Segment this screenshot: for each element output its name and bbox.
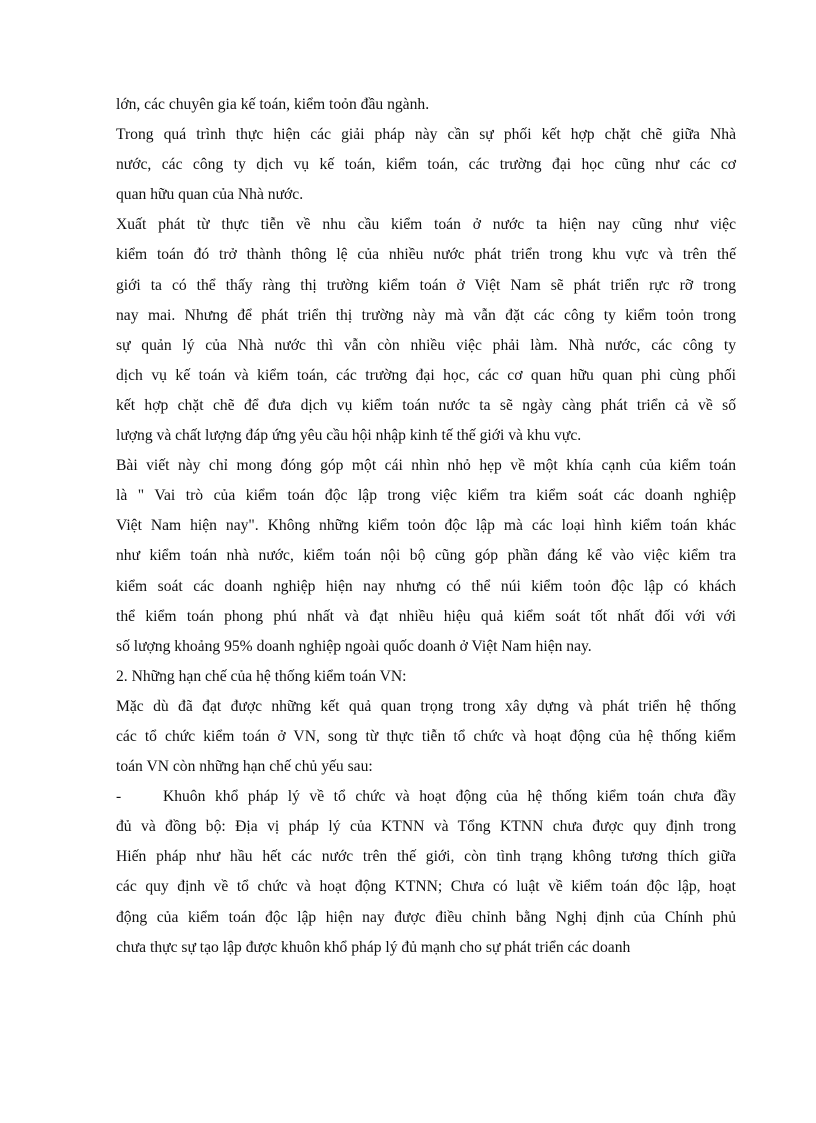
text-line: dịch vụ kế toán và kiểm toán, các trường đại học, các cơ quan hữu quan phi cùng phối [116,366,736,384]
text-line: lớn, các chuyên gia kế toán, kiểm toỏn đầu ngành. [116,96,430,113]
text-line: các quy định về tổ chức và hoạt động KTNN; Chưa có luật về kiểm toán độc lập, hoạt [116,878,736,896]
bullet-text: Khuôn khổ pháp lý về tổ chức và hoạt động của hệ thống kiểm toán chưa đầy [163,788,736,806]
text-line: số lượng khoảng 95% doanh nghiệp ngoài quốc doanh ở Việt Nam hiện nay. [116,637,592,655]
body-text [116,90,736,963]
section-heading: 2. Những hạn chế của hệ thống kiểm toán VN: [116,667,407,685]
text-line: toán VN còn những hạn chế chủ yếu sau: [116,758,373,776]
text-line: thể kiểm toán phong phú nhất và đạt nhiều hiệu quả kiểm soát tốt nhất đối với với [116,607,736,625]
text-line: kiểm toán đó trở thành thông lệ của nhiều nước phát triển trong khu vực và trên thế [116,246,736,264]
text-line: Xuất phát từ thực tiễn về nhu cầu kiểm toán ở nước ta hiện nay cũng như việc [116,216,736,234]
text-line: lượng và chất lượng đáp ứng yêu cầu hội nhập kinh tế thế giới và khu vực. [116,427,582,445]
text-line: Mặc dù đã đạt được những kết quả quan trọng trong xây dựng và phát triển hệ thống [116,697,736,715]
text-line: nay mai. Nhưng để phát triển thị trường này mà vẫn đặt các công ty kiểm toỏn trong [116,306,736,324]
text-line: quan hữu quan của Nhà nước. [116,186,304,204]
text-line: nước, các công ty dịch vụ kế toán, kiểm toán, các trường đại học cũng như các cơ [116,156,736,174]
text-line: các tổ chức kiểm toán ở VN, song từ thực tiễn tổ chức và hoạt động của hệ thống kiểm [116,727,736,745]
text-line: kiểm soát các doanh nghiệp hiện nay nhưng có thể núi kiểm toỏn độc lập có khách [116,577,736,595]
text-line: như kiểm toán nhà nước, kiểm toán nội bộ cũng góp phần đáng kể vào việc kiểm tra [116,547,736,565]
text-line: Việt Nam hiện nay". Không những kiểm toỏn độc lập mà các loại hình kiểm toán khác [116,517,736,535]
text-line: đủ và đồng bộ: Địa vị pháp lý của KTNN và Tổng KTNN chưa được quy định trong [116,818,736,836]
text-line: là " Vai trò của kiểm toán độc lập trong việc kiểm tra kiểm soát các doanh nghiệp [116,487,736,505]
text-line: giới ta có thể thấy ràng thị trường kiểm toán ở Việt Nam sẽ phát triển rực rỡ trong [116,276,736,294]
bullet-mark: - [116,788,122,806]
text-line: Bài viết này chỉ mong đóng góp một cái nhìn nhỏ hẹp về một khía cạnh của kiểm toán [116,457,736,475]
text-line: Hiến pháp như hầu hết các nước trên thế giới, còn tình trạng không tương thích giữa [116,848,736,866]
text-line: Trong quá trình thực hiện các giải pháp này cần sự phối kết hợp chặt chẽ giữa Nhà [116,126,736,144]
text-line: chưa thực sự tạo lập được khuôn khổ pháp lý đủ mạnh cho sự phát triển các doanh [116,938,631,956]
text-line: kết hợp chặt chẽ để đưa dịch vụ kiểm toán nước ta sẽ ngày càng phát triển cả về số [116,396,736,414]
text-line: sự quản lý của Nhà nước thì vẫn còn nhiều việc phải làm. Nhà nước, các công ty [116,336,736,354]
bullet-item [116,782,736,812]
text-line: động của kiểm toán độc lập hiện nay được điều chỉnh bằng Nghị định của Chính phủ [116,908,736,926]
